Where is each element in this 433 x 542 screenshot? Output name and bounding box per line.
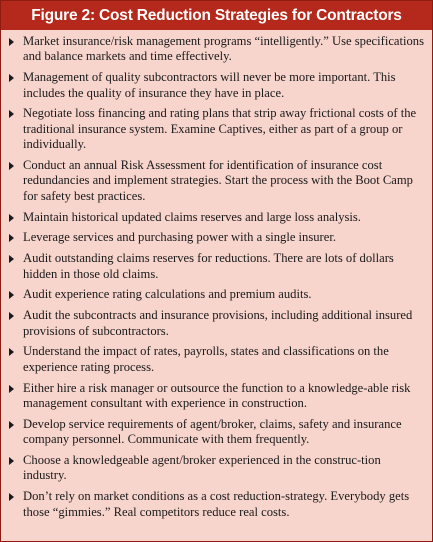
- list-item: [1, 210, 432, 225]
- list-item: [1, 308, 432, 339]
- list-item-text: Management of quality subcontractors will never be more important. This includes the quality of insurance they have in place.: [23, 70, 396, 100]
- bullet-arrow-icon: [9, 457, 14, 465]
- list-item: [1, 453, 432, 484]
- list-item-text: Market insurance/risk management programs “intelligently.” Use specifications and balance markets and time effectively.: [23, 34, 425, 64]
- list-item: [1, 70, 432, 101]
- list-item: [1, 381, 432, 412]
- list-item-text: Either hire a risk manager or outsource the function to a knowledge-able risk management consultant with experience in construction.: [23, 380, 411, 411]
- bullet-arrow-icon: [9, 74, 14, 82]
- strategy-list: [1, 34, 432, 525]
- list-item-text: Leverage services and purchasing power with a single insurer.: [23, 230, 336, 245]
- list-item: [1, 230, 432, 245]
- list-item: [1, 287, 432, 302]
- list-item: [1, 344, 432, 375]
- figure-title: Figure 2: Cost Reduction Strategies for Contractors: [1, 1, 432, 30]
- bullet-arrow-icon: [9, 255, 14, 263]
- list-item: [1, 489, 432, 520]
- list-item-text: Conduct an annual Risk Assessment for identification of insurance cost redundancies and implement strategies. Start the process with the Boot Camp for safety best practices.: [23, 158, 413, 203]
- list-item: [1, 106, 432, 152]
- bullet-arrow-icon: [9, 162, 14, 170]
- bullet-arrow-icon: [9, 348, 14, 356]
- list-item: [1, 34, 432, 65]
- list-item-text: Audit the subcontracts and insurance provisions, including additional insured provisions of subcontractors.: [23, 308, 413, 338]
- list-item-text: Audit outstanding claims reserves for reductions. There are lots of dollars hidden in those old claims.: [23, 251, 394, 281]
- bullet-arrow-icon: [9, 385, 14, 393]
- list-item-text: Don’t rely on market conditions as a cost reduction-strategy. Everybody gets those “gimmies.” Real competitors reduce real costs.: [23, 489, 410, 519]
- list-item-text: Audit experience rating calculations and premium audits.: [23, 287, 312, 302]
- list-item-text: Maintain historical updated claims reserves and large loss analysis.: [23, 209, 361, 224]
- list-item: [1, 158, 432, 204]
- bullet-arrow-icon: [9, 493, 14, 501]
- bullet-arrow-icon: [9, 38, 14, 46]
- bullet-arrow-icon: [9, 421, 14, 429]
- list-item: [1, 417, 432, 448]
- bullet-arrow-icon: [9, 312, 14, 320]
- list-item: [1, 251, 432, 282]
- bullet-arrow-icon: [9, 110, 14, 118]
- list-item-text: Develop service requirements of agent/broker, claims, safety and insurance company personnel. Communicate with them frequently.: [23, 416, 402, 447]
- list-item-text: Understand the impact of rates, payrolls, states and classifications on the experience rating process.: [23, 344, 389, 374]
- bullet-arrow-icon: [9, 214, 14, 222]
- list-item-text: Choose a knowledgeable agent/broker experienced in the construc-tion industry.: [23, 453, 381, 483]
- bullet-arrow-icon: [9, 291, 14, 299]
- bullet-arrow-icon: [9, 234, 14, 242]
- list-item-text: Negotiate loss financing and rating plans that strip away frictional costs of the traditional insurance system. Examine Captives, either as part of a group or individually.: [23, 106, 417, 152]
